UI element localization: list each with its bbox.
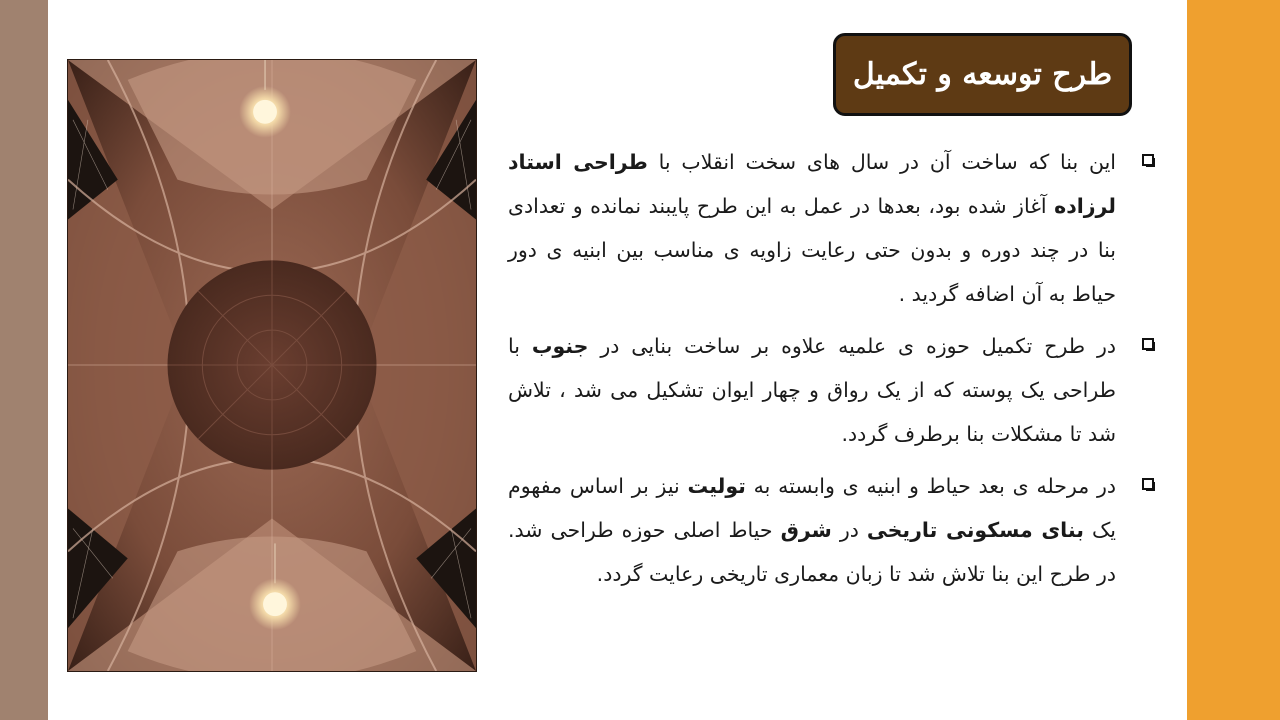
bullet-text-bold: طراحی استاد لرزاده — [508, 150, 1116, 218]
bullet-text-run: در — [831, 518, 867, 542]
bullet-text — [508, 324, 1116, 456]
bullet-text-run: در طرح تکمیل حوزه ی علمیه علاوه بر ساخت بنایی در — [588, 334, 1116, 358]
bullet-text-bold: تولیت — [687, 474, 746, 498]
bullet-item — [508, 140, 1158, 316]
bullet-text-run: با طراحی یک پوسته که از یک رواق و چهار ایوان تشکیل می شد ، تلاش شد تا مشکلات بنا برطرف گردد. — [508, 334, 1116, 446]
bullet-text-bold: جنوب — [531, 334, 589, 358]
square-bullet-icon — [1142, 478, 1154, 490]
bullet-text — [508, 464, 1116, 596]
dome-ceiling-photo — [67, 59, 477, 672]
left-accent-strip — [0, 0, 48, 720]
bullet-text-run: آغاز شده بود، بعدها در عمل به این طرح پایبند نمانده و تعدادی بنا در چند دوره و بدون حتی رعایت زاویه ی مناسب بین ابنیه ی دور حیاط به آن اضافه گردید . — [508, 194, 1116, 306]
bullet-text-run: در مرحله ی بعد حیاط و ابنیه ی وابسته به — [745, 474, 1116, 498]
bullet-item — [508, 324, 1158, 456]
square-bullet-icon — [1142, 338, 1154, 350]
square-bullet-icon — [1142, 154, 1154, 166]
bullet-text-bold: شرق — [780, 518, 832, 542]
bullet-text-run: این بنا که ساخت آن در سال های سخت انقلاب با — [647, 150, 1116, 174]
bullet-list — [508, 140, 1158, 604]
bullet-text-bold: بنای مسکونی تاریخی — [866, 518, 1084, 542]
bullet-item — [508, 464, 1158, 596]
title-box — [833, 33, 1132, 116]
bullet-text-run: نیز بر اساس مفهوم یک — [508, 474, 1117, 542]
slide-title: طرح توسعه و تکمیل — [852, 57, 1113, 92]
bullet-text — [508, 140, 1116, 316]
bullet-text-run: حیاط اصلی حوزه طراحی شد. در طرح این بنا تلاش شد تا زبان معماری تاریخی رعایت گردد. — [508, 518, 1116, 586]
right-accent-strip — [1187, 0, 1280, 720]
